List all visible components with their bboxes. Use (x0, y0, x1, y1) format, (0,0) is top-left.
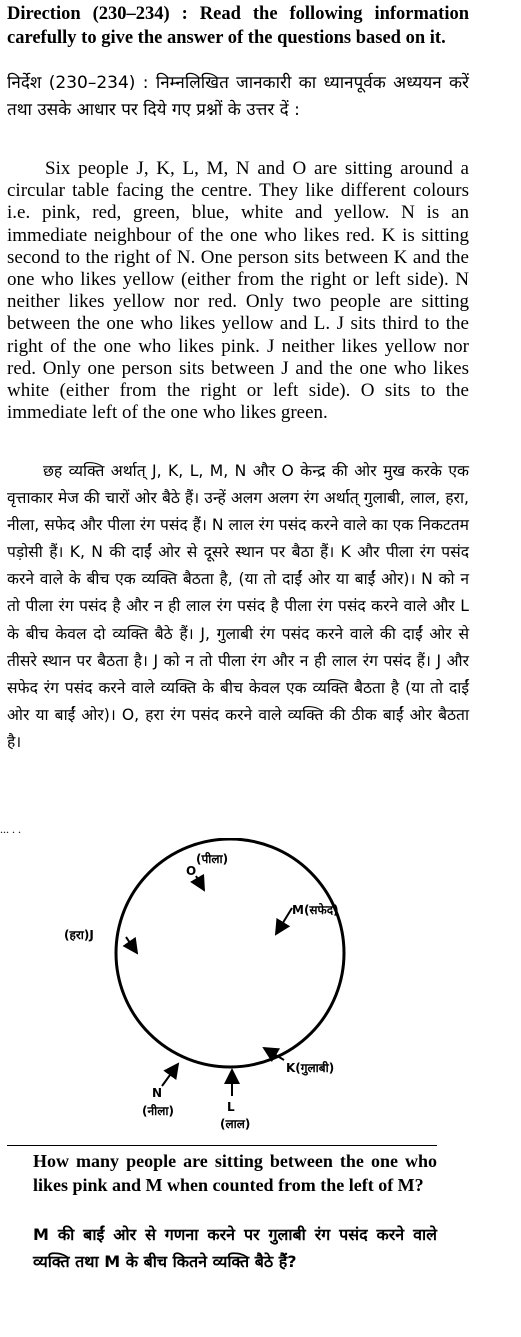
stray-dots: ... . . (0, 822, 21, 836)
question-english: How many people are sitting between the one who likes pink and M when counted from the left of M? (33, 1151, 437, 1195)
seating-diagram (0, 838, 521, 1138)
direction-hindi: निर्देश (230–234) : निम्नलिखित जानकारी का ध्यानपूर्वक अध्ययन करें तथा उसके आधार पर दिये गए प्रश्नों के उत्तर दें : (7, 73, 469, 120)
passage-hindi: छह व्यक्ति अर्थात् J, K, L, M, N और O केन्द्र की ओर मुख करके एक वृत्ताकार मेज की चारों ओर बैठे हैं। उन्हें अलग अलग रंग अर्थात् गुलाबी, लाल, हरा, नीला, सफेद और पीला रंग पसंद हैं। N लाल रंग पसंद करने वाले का एक निकटतम पड़ोसी हैं। K, N की दाईं ओर से दूसरे स्थान पर बैठा हैं। K और पीला रंग पसंद करने वाले के बीच एक व्यक्ति बैठता है, (या तो दाईं ओर या बाईं ओर)। N को न तो पीला रंग पसंद है और न ही लाल रंग पसंद है पीला रंग पसंद करने वाले और L के बीच केवल दो व्यक्ति बैठे हैं। J, गुलाबी रंग पसंद करने वाले की दाईं ओर से तीसरे स्थान पर बैठता है। J को न तो पीला रंग और न ही लाल रंग पसंद हैं। J और सफेद रंग पसंद करने वाले व्यक्ति के बीच केवल एक व्यक्ति बैठता है (या तो दाईं ओर या बाईं ओर)। O, हरा रंग पसंद करने वाले व्यक्ति की ठीक बाईं ओर बैठता है। (7, 462, 469, 751)
passage-english: Six people J, K, L, M, N and O are sitting around a circular table facing the centre. They like different colours i.e. pink, red, green, blue, white and yellow. N is an immediate neighbour of the one who likes red. K is sitting second to the right of N. One person sits between K and the one who likes yellow (either from the right or left side). N neither likes yellow nor red. Only two people are sitting between the one who likes yellow and L. J sits third to the right of the one who likes pink. J neither likes yellow nor red. Only one person sits between J and the one who likes white (either from the right or left side). O sits to the immediate left of the one who likes green. (7, 158, 469, 424)
arrow-o (196, 876, 204, 890)
label-l: L (227, 1100, 235, 1114)
label-o-colour: (पीला) (196, 852, 229, 866)
question-divider (7, 1145, 437, 1146)
label-k: K(गुलाबी) (286, 1061, 335, 1075)
label-o: O (186, 864, 197, 878)
question-hindi: M की बाईं ओर से गणना करने पर गुलाबी रंग पसंद करने वाले व्यक्ति तथा M के बीच कितने व्यक्ति बैठे हैं? (33, 1225, 437, 1271)
arrow-m (276, 908, 292, 934)
label-n-colour: (नीला) (142, 1104, 174, 1118)
label-l-colour: (लाल) (220, 1117, 251, 1131)
arrow-n (162, 1064, 178, 1086)
arrow-j (126, 937, 137, 953)
label-j: (हरा)J (64, 928, 94, 942)
label-n: N (152, 1086, 163, 1100)
direction-english: Direction (230–234) : Read the following information carefully to give the answer of the questions based on it. (7, 4, 469, 48)
round-table (116, 839, 344, 1067)
label-m: M(सफेद) (292, 903, 339, 917)
